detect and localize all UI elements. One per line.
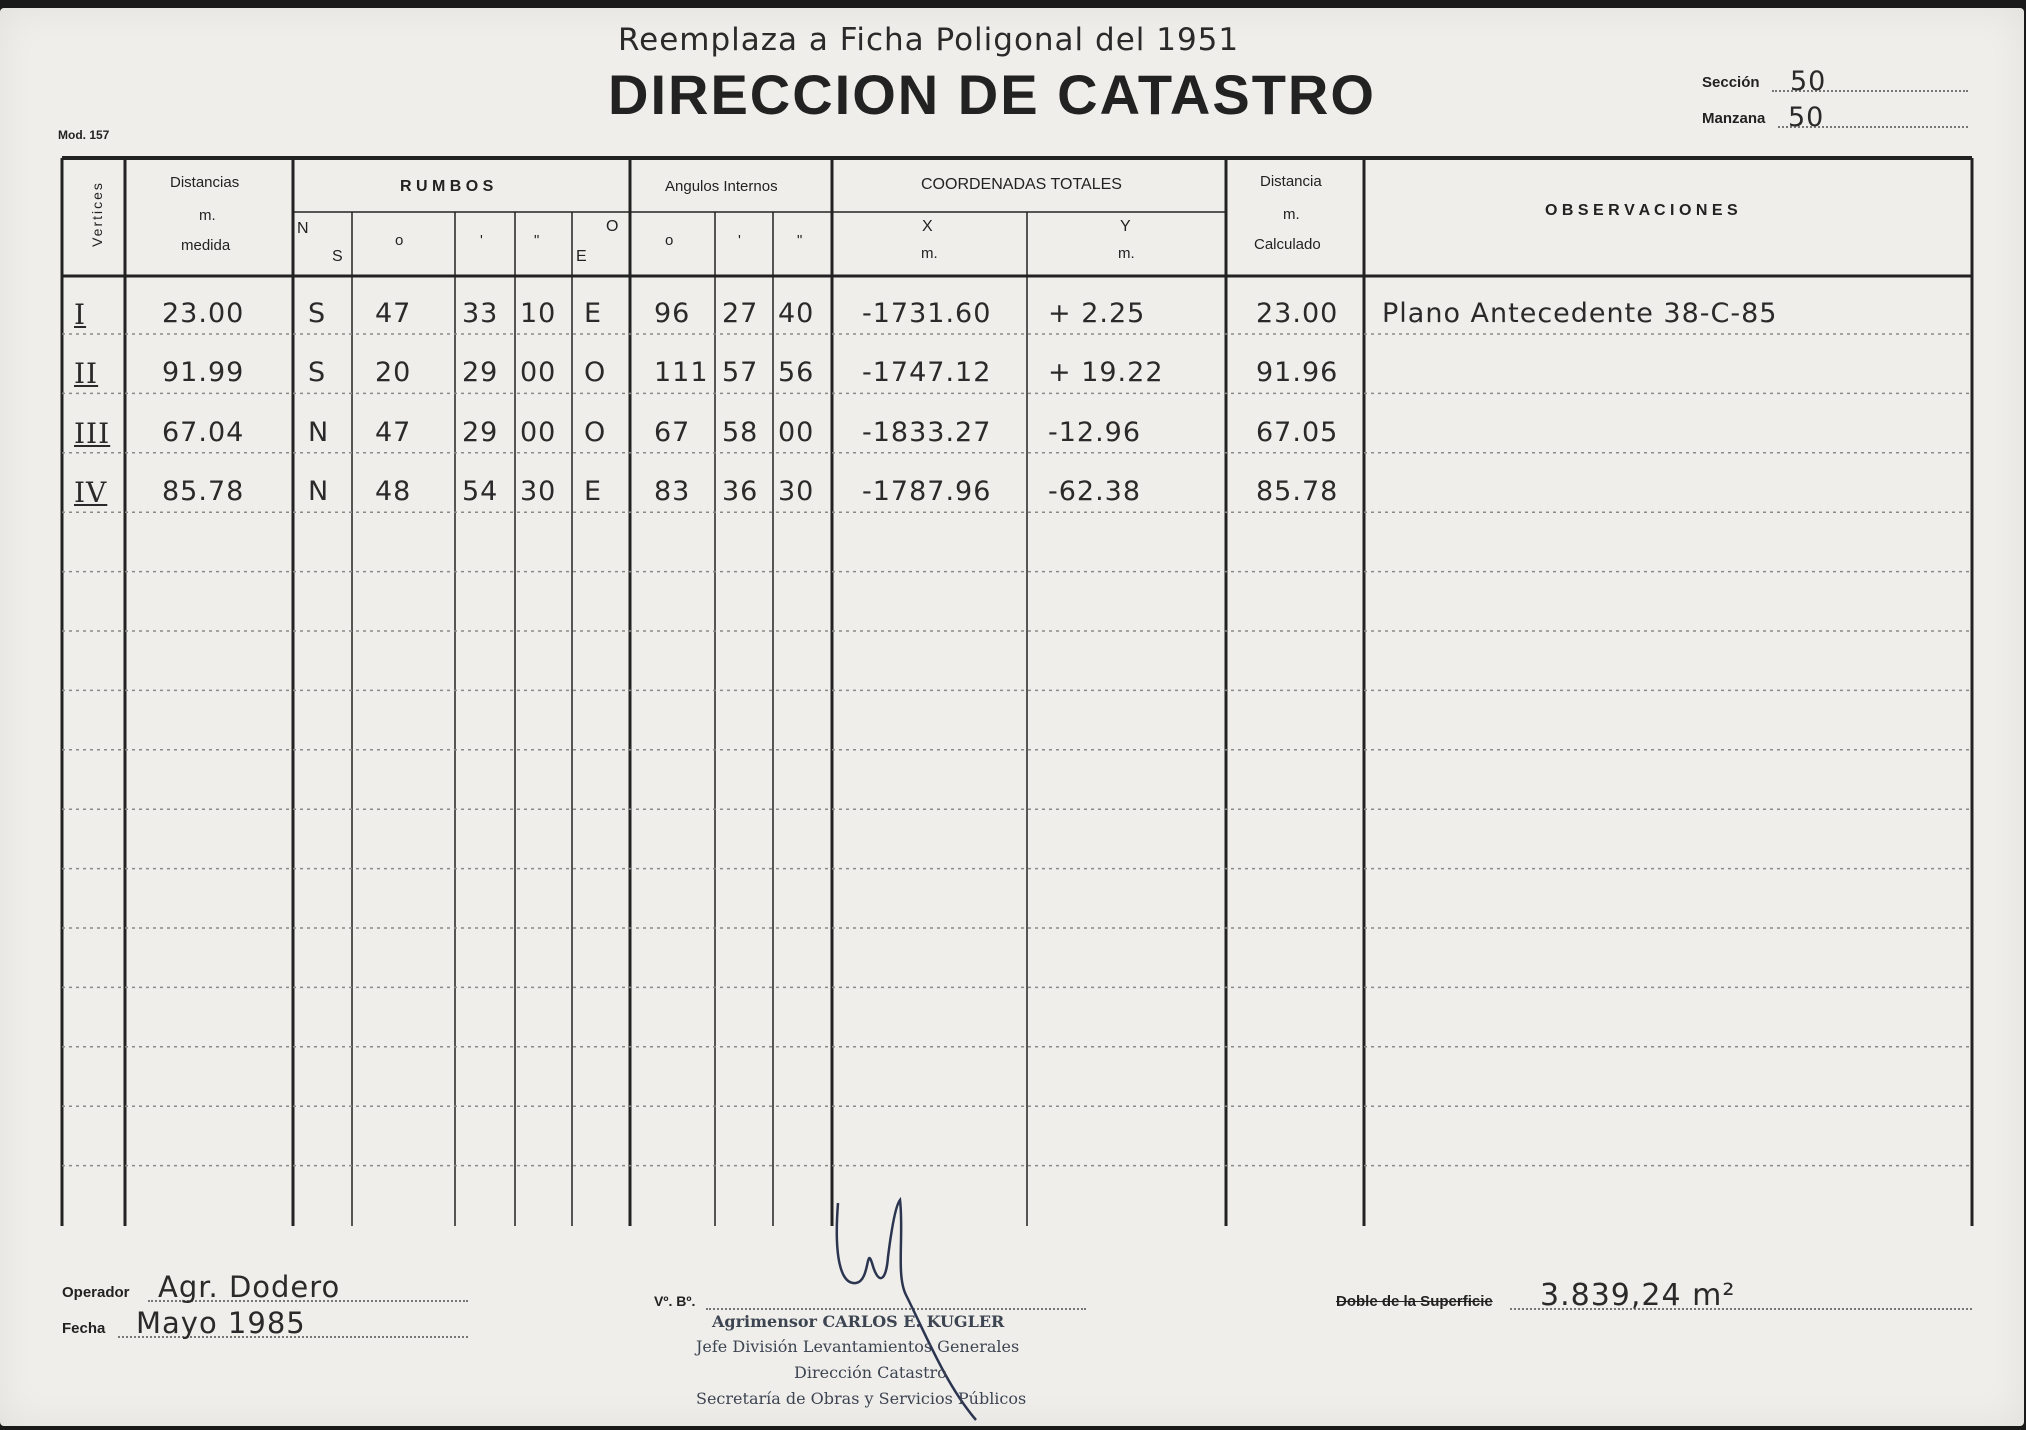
cell-deg: 48 [375, 476, 412, 508]
cell-calc: 23.00 [1256, 298, 1339, 329]
cell-dist: 23.00 [162, 298, 245, 329]
cell-a-deg: 96 [654, 298, 691, 329]
angulos-header: Angulos Internos [665, 178, 778, 195]
handwritten-note: Reemplaza a Ficha Poligonal del 1951 [618, 22, 1240, 58]
cell-dist: 67.04 [162, 416, 245, 448]
observaciones-header: O B S E R V A C I O N E S [1545, 202, 1738, 219]
rumbos-o: O [606, 218, 619, 235]
stamp-line-2: Jefe División Levantamientos Generales [696, 1337, 1020, 1356]
rumbos-deg: o [395, 232, 404, 249]
distancia-calc-unit: m. [1283, 206, 1300, 223]
cell-a-deg: 67 [654, 416, 691, 448]
cell-eo: O [584, 357, 607, 389]
cell-a-sec: 40 [778, 298, 815, 329]
stamp-line-1: Agrimensor CARLOS E. KUGLER [712, 1312, 1005, 1331]
rumbos-sec: " [534, 232, 540, 249]
cell-obs: Plano Antecedente 38-C-85 [1382, 298, 1778, 329]
operador-label: Operador [62, 1284, 130, 1301]
distancia-calc-sub: Calculado [1254, 236, 1321, 253]
distancias-header: Distancias [170, 174, 240, 191]
stamp-line-4: Secretaría de Obras y Servicios Públicos [696, 1389, 1027, 1408]
cell-a-deg: 83 [654, 476, 691, 508]
cell-ns: N [308, 476, 330, 508]
rumbos-header: R U M B O S [400, 178, 494, 195]
form-code: Mod. 157 [58, 128, 110, 142]
rumbos-e: E [576, 248, 587, 265]
cell-y: + 19.22 [1048, 357, 1164, 389]
cell-ns: S [308, 298, 327, 329]
cell-a-min: 36 [722, 476, 759, 508]
cell-dist: 85.78 [162, 476, 245, 508]
fecha-value: Mayo 1985 [136, 1306, 306, 1340]
fecha-label: Fecha [62, 1320, 106, 1337]
cell-min: 33 [462, 298, 499, 329]
page-title: DIRECCION DE CATASTRO [608, 63, 1376, 126]
cell-x: -1731.60 [862, 298, 992, 329]
cell-eo: O [584, 416, 607, 448]
cell-x: -1787.96 [862, 476, 992, 508]
seccion-label: Sección [1702, 74, 1760, 91]
coord-y-unit: m. [1118, 245, 1135, 262]
cell-min: 29 [462, 357, 499, 389]
distancias-unit: m. [199, 207, 216, 224]
cell-ns: S [308, 357, 327, 389]
angulos-deg: o [665, 232, 674, 249]
cell-min: 29 [462, 416, 499, 448]
manzana-value: 50 [1788, 102, 1825, 133]
vobo-label: Vº. Bº. [654, 1293, 696, 1309]
manzana-label: Manzana [1702, 110, 1766, 127]
cell-y: + 2.25 [1048, 298, 1146, 329]
stamp-line-3: Dirección Catastro [794, 1363, 947, 1382]
coord-y-header: Y [1120, 218, 1131, 235]
cell-a-min: 57 [722, 357, 759, 389]
distancias-sub: medida [181, 237, 231, 254]
cell-eo: E [584, 476, 603, 508]
cell-a-min: 58 [722, 416, 759, 448]
cell-calc: 67.05 [1256, 416, 1339, 448]
coordenadas-header: COORDENADAS TOTALES [921, 176, 1122, 193]
cell-deg: 20 [375, 357, 412, 389]
cell-a-sec: 30 [778, 476, 815, 508]
rumbos-min: ' [480, 232, 483, 249]
superficie-label: Doble de la Superficie [1336, 1293, 1493, 1310]
rumbos-n: N [297, 220, 309, 237]
cell-a-min: 27 [722, 298, 759, 329]
cell-calc: 91.96 [1256, 357, 1339, 389]
cell-y: -12.96 [1048, 416, 1142, 448]
cell-a-sec: 00 [778, 416, 815, 448]
vertices-header-label: Vertices [88, 181, 105, 247]
cell-min: 54 [462, 476, 499, 508]
angulos-sec: " [797, 232, 803, 249]
angulos-min: ' [738, 232, 741, 249]
seccion-value: 50 [1790, 66, 1827, 97]
rumbos-s: S [332, 248, 343, 265]
vertices-header [74, 176, 114, 256]
cell-vertex: III [74, 416, 111, 450]
cell-vertex: I [74, 298, 87, 331]
superficie-value: 3.839,24 m² [1540, 1278, 1736, 1313]
coord-x-unit: m. [921, 245, 938, 262]
cell-sec: 10 [520, 298, 557, 329]
coord-x-header: X [922, 218, 933, 235]
cell-ns: N [308, 416, 330, 448]
cell-sec: 00 [520, 357, 557, 389]
cell-dist: 91.99 [162, 357, 245, 389]
cell-y: -62.38 [1048, 476, 1142, 508]
cell-x: -1833.27 [862, 416, 992, 448]
cell-x: -1747.12 [862, 357, 992, 389]
cell-deg: 47 [375, 416, 412, 448]
cell-vertex: II [74, 357, 99, 391]
cell-eo: E [584, 298, 603, 329]
distancia-calc-header: Distancia [1260, 173, 1322, 190]
cell-a-deg: 111 [654, 357, 709, 389]
cell-vertex: IV [74, 476, 108, 510]
cell-a-sec: 56 [778, 357, 815, 389]
cell-sec: 00 [520, 416, 557, 448]
cell-calc: 85.78 [1256, 476, 1339, 508]
cell-sec: 30 [520, 476, 557, 508]
cell-deg: 47 [375, 298, 412, 329]
operador-value: Agr. Dodero [158, 1270, 341, 1304]
